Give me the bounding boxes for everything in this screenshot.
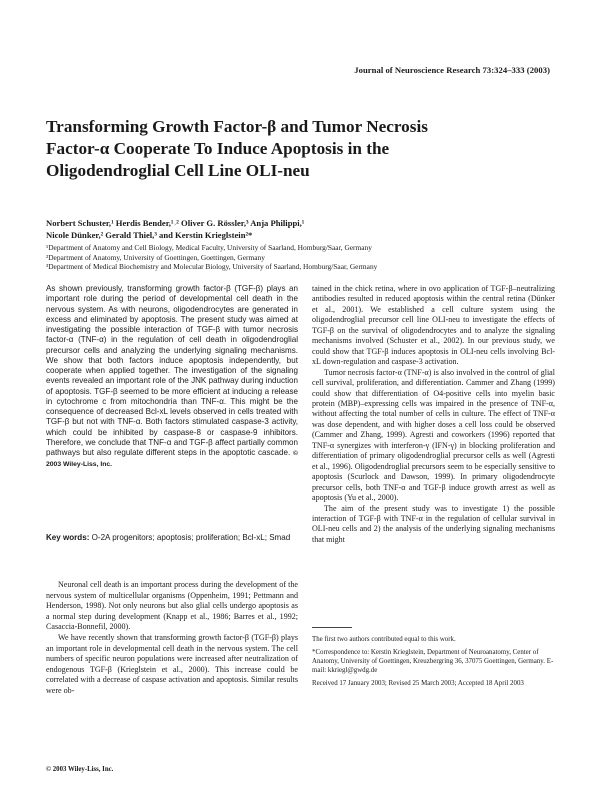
page-footer-copyright: © 2003 Wiley-Liss, Inc. bbox=[46, 766, 114, 773]
footnote-correspondence: *Correspondence to: Kerstin Krieglstein, Department of Neuroanatomy, Center of Anatomy, University of Goettingen, Kreuzbergring 36, 37075 Goettingen, Germany. E-mail: kkriegl@gwdg.de bbox=[312, 649, 554, 675]
affiliation-1: ¹Department of Anatomy and Cell Biology, Medical Faculty, University of Saarland, Homburg/Saar, Germany bbox=[46, 243, 372, 252]
body-column-left bbox=[46, 580, 298, 697]
footnote-dates: Received 17 January 2003; Revised 25 March 2003; Accepted 18 April 2003 bbox=[312, 680, 524, 688]
body-paragraph: Tumor necrosis factor-α (TNF-α) is also involved in the control of glial cell survival, proliferation, and differentiation. Cammer and Zhang (1999) could show that differentiation of O4-positive cells into myelin basic protein (MBP)–expressing cells was impaired in the presence of TNF-α, without affecting the total number of cells in culture. The effect of TNF-α was dose dependent, and with higher doses a cell loss could be observed (Cammer and Zhang, 1999). Agresti and coworkers (1996) reported that TNF-α synergizes with interferon-γ (IFN-γ) in blocking proliferation and differentiation of primary oligodendroglial precursor cells as well (Agresti et al., 1996). Oligodendroglial precursors seem to be especially sensitive to apoptosis (Scurlock and Dawson, 1999). In primary oligodendrocyte precursor cells, both TNF-α and TGF-β induce growth arrest as well as apoptosis (Yu et al., 2000). bbox=[312, 367, 555, 503]
footnote-equal-contribution: The first two authors contributed equal to this work. bbox=[312, 636, 456, 643]
affiliation-3: ³Department of Medical Biochemistry and Molecular Biology, University of Saarland, Homburg/Saar, Germany bbox=[46, 262, 378, 272]
affiliation-2: ²Department of Anatomy, University of Goettingen, Goettingen, Germany bbox=[46, 252, 265, 262]
body-paragraph: Neuronal cell death is an important process during the development of the nervous system of multicellular organisms (Oppenheim, 1991; Pettmann and Henderson, 1998). Not only neurons but also glial cells undergo apoptosis as a normal step during development (Knapp et al., 1986; Barres et al., 1992; Casaccia-Bonnefil, 2000). bbox=[46, 580, 298, 632]
body-paragraph: tained in the chick retina, where in ovo application of TGF-β–neutralizing antibodies resulted in reduced apoptosis within the central retina (Dünker et al., 2001). We established a cell culture system using the oligodendroglial precursor cell line OLI-neu to investigate the effects of TGF-β on the survival of oligodendrocytes and to analyze the signaling mechanisms involved (Schuster et al., 2002). In our previous study, we could show that TGF-β induces apoptosis in OLI-neu cells involving Bcl-xL down-regulation and caspase-3 activation. bbox=[312, 284, 555, 367]
author-list bbox=[46, 217, 526, 241]
journal-citation: Journal of Neuroscience Research 73:324–333 (2003) bbox=[354, 65, 550, 75]
footnote-divider bbox=[312, 627, 352, 628]
body-column-right bbox=[312, 284, 555, 545]
body-paragraph: We have recently shown that transforming growth factor-β (TGF-β) plays an important role in developmental cell death in the nervous system. The cell numbers of specific neuron populations were increased after neutralization of endogenous TGF-β (Krieglstein et al., 2000). This increase could be correlated with a decrease of caspase activation and apoptosis. Similar results were ob- bbox=[46, 632, 298, 695]
keywords-label: Key words: bbox=[46, 533, 90, 542]
author-line-1: Norbert Schuster,¹ Herdis Bender,¹˒² Oliver G. Rössler,³ Anja Philippi,¹ bbox=[46, 218, 305, 228]
affiliations bbox=[46, 243, 546, 272]
abstract bbox=[46, 284, 298, 471]
keywords bbox=[46, 533, 298, 544]
author-line-2: Nicole Dünker,² Gerald Thiel,³ and Kerstin Krieglstein²* bbox=[46, 230, 253, 240]
abstract-text: As shown previously, transforming growth factor-β (TGF-β) plays an important role during the period of developmental cell death in the nervous system. As with neurons, oligodendrocytes are generated in excess and eliminated by apoptosis. The present study was aimed at investigating the possible interaction of TGF-β with tumor necrosis factor-α (TNF-α) in the regulation of cell death in oligodendroglial precursor cells and analyzing the underlying signaling mechanisms. We show that both factors induce apoptosis independently, but cooperate when applied together. The investigation of the signaling events revealed an important role of the JNK pathway during induction of apoptosis. TGF-β seemed to be more efficient at inducing a release in cytochrome c from mitochondria than TNF-α. This might be the consequence of decreased Bcl-xL levels observed in cells treated with TGF-β but not with TNF-α. Both factors stimulated caspase-3 activity, which could be inhibited by caspase-8 or caspase-9 inhibitors. Therefore, we conclude that TNF-α and TGF-β affect partially common pathways but also regulate different steps in the apoptotic cascade. bbox=[46, 284, 298, 457]
footnotes bbox=[312, 635, 555, 692]
abstract-copyright: © 2003 Wiley-Liss, Inc. bbox=[46, 450, 298, 469]
article-title: Transforming Growth Factor-β and Tumor Necrosis Factor-α Cooperate To Induce Apoptosis in the Oligodendroglial Cell Line OLI-neu bbox=[46, 117, 428, 180]
keywords-text: O-2A progenitors; apoptosis; proliferation; Bcl-xL; Smad bbox=[91, 533, 291, 542]
body-paragraph: The aim of the present study was to investigate 1) the possible interaction of TGF-β with TNF-α in the regulation of cellular survival in OLI-neu cells and 2) the analysis of the underlying signaling mechanisms that might bbox=[312, 503, 555, 544]
